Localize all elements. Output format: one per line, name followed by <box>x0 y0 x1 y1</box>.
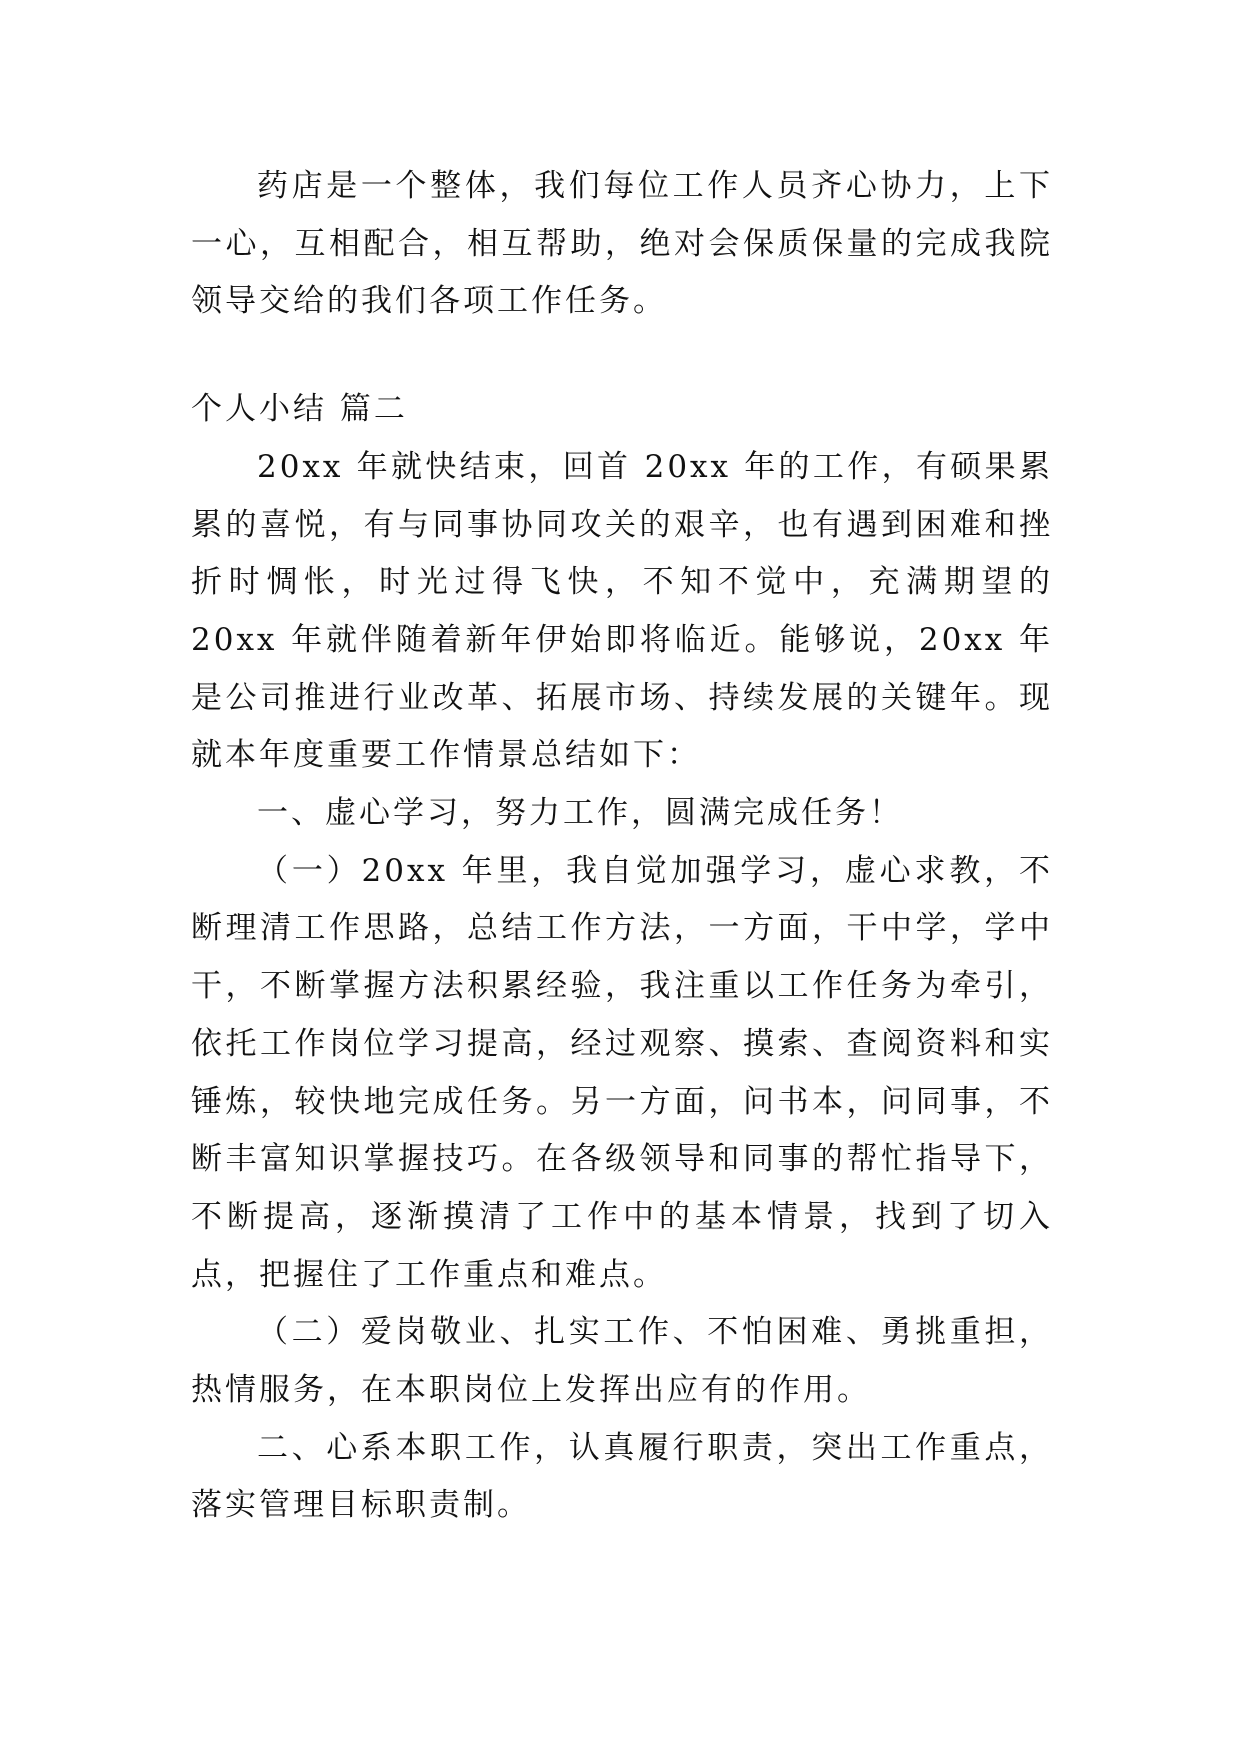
document-body <box>191 158 1053 1535</box>
paragraph-intro: 药店是一个整体，我们每位工作人员齐心协力，上下一心，互相配合，相互帮助，绝对会保质保量的完成我院领导交给的我们各项工作任务。 <box>191 168 1053 320</box>
paragraph-summary: 20xx 年就快结束，回首 20xx 年的工作，有硕果累累的喜悦，有与同事协同攻关的艰辛，也有遇到困难和挫折时惆怅，时光过得飞快，不知不觉中，充满期望的 20xx 年就伴随着新年伊始即将临近。能够说，20xx 年是公司推进行业改革、拓展市场、持续发展的关键年。现就本年度重要工作情景总结如下： <box>191 448 1053 774</box>
paragraph-subpoint-one: （一）20xx 年里，我自觉加强学习，虚心求教，不断理清工作思路，总结工作方法，一方面，干中学，学中干，不断掌握方法积累经验，我注重以工作任务为牵引，依托工作岗位学习提高，经过观察、摸索、查阅资料和实锤炼，较快地完成任务。另一方面，问书本，问同事，不断丰富知识掌握技巧。在各级领导和同事的帮忙指导下，不断提高，逐渐摸清了工作中的基本情景，找到了切入点，把握住了工作重点和难点。 <box>191 852 1053 1293</box>
paragraph-subpoint-two: （二）爱岗敬业、扎实工作、不怕困难、勇挑重担，热情服务，在本职岗位上发挥出应有的作用。 <box>191 1314 1053 1409</box>
section-heading: 个人小结 篇二 <box>191 391 408 428</box>
paragraph-point-one: 一、虚心学习，努力工作，圆满完成任务！ <box>257 795 903 832</box>
paragraph-point-two: 二、心系本职工作，认真履行职责，突出工作重点，落实管理目标职责制。 <box>191 1429 1053 1524</box>
